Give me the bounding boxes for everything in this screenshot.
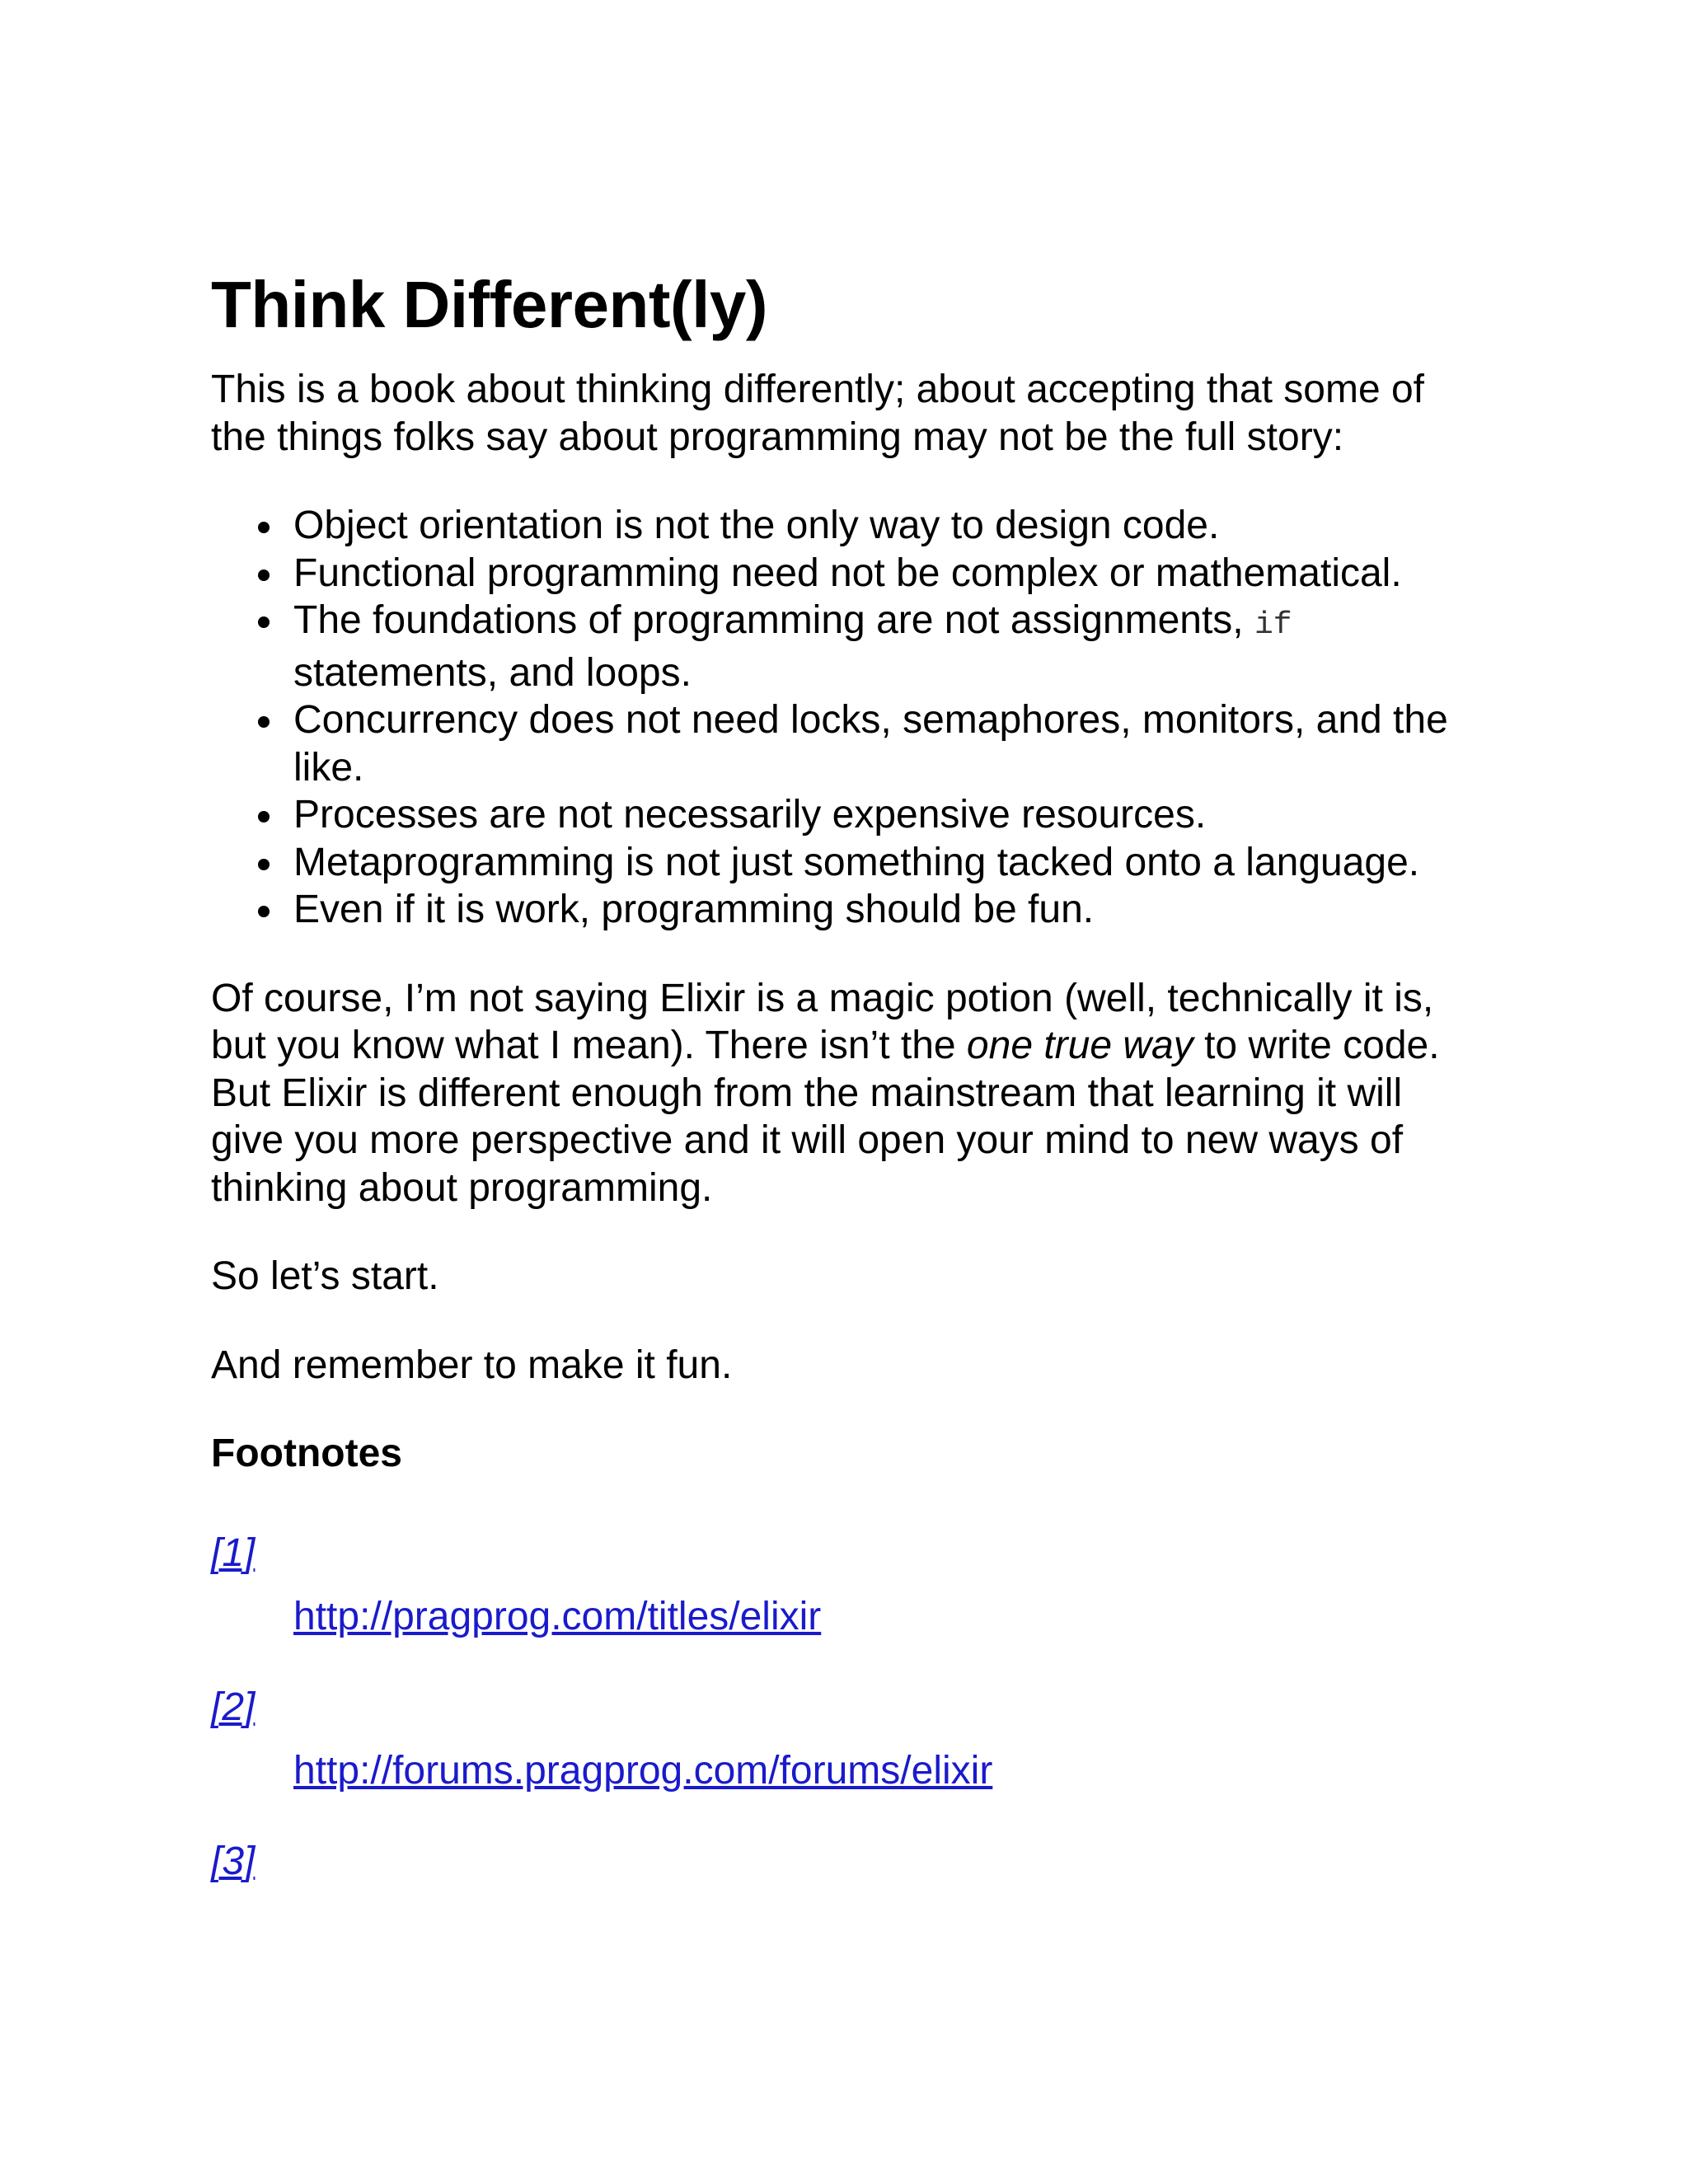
footnote-url-link[interactable]: http://pragprog.com/titles/elixir bbox=[293, 1595, 822, 1638]
start-paragraph: So let’s start. bbox=[211, 1254, 439, 1298]
list-item bbox=[211, 791, 1480, 839]
list-item-text: Concurrency does not need locks, semaphores, monitors, and the like. bbox=[293, 698, 1448, 790]
bullet-list bbox=[211, 502, 1480, 934]
footnotes-list bbox=[211, 1530, 1480, 1886]
list-item bbox=[211, 839, 1480, 887]
fun-paragraph: And remember to make it fun. bbox=[211, 1343, 733, 1387]
list-item-text: Processes are not necessarily expensive resources. bbox=[293, 793, 1207, 837]
course-paragraph bbox=[211, 975, 1480, 1212]
list-item-text-after-code: statements, and loops. bbox=[293, 650, 692, 695]
list-item bbox=[211, 502, 1480, 550]
footnote-item bbox=[211, 1530, 1480, 1641]
footnote-url-link[interactable]: http://forums.pragprog.com/forums/elixir bbox=[293, 1749, 993, 1793]
bullet-icon bbox=[258, 716, 270, 728]
footnote-ref-link[interactable]: [3] bbox=[211, 1839, 256, 1883]
bullet-icon bbox=[258, 906, 270, 917]
bullet-icon bbox=[258, 811, 270, 823]
list-item bbox=[211, 696, 1480, 791]
bullet-icon bbox=[258, 522, 270, 533]
page-title: Think Different(ly) bbox=[211, 268, 767, 341]
footnote-item bbox=[211, 1838, 1480, 1886]
intro-paragraph: This is a book about thinking differently; about accepting that some of the things folks say about programming may not be the full story: bbox=[211, 368, 1425, 459]
emphasis-text: one true way bbox=[966, 1024, 1193, 1067]
footnote-item bbox=[211, 1684, 1480, 1795]
course-text-after: to write code. But Elixir is different enough from the mainstream that learning it will give you more perspective and it will open your mind to new ways of thinking about programming. bbox=[211, 1024, 1440, 1210]
document-page bbox=[211, 262, 1480, 1885]
footnote-ref-link[interactable]: [1] bbox=[211, 1530, 256, 1575]
list-item-text: Metaprogramming is not just something tacked onto a language. bbox=[293, 840, 1420, 884]
list-item-text: Object orientation is not the only way to design code. bbox=[293, 504, 1220, 547]
bullet-icon bbox=[258, 616, 270, 628]
list-item bbox=[211, 550, 1480, 598]
list-item bbox=[211, 597, 1480, 696]
footnote-ref-link[interactable]: [2] bbox=[211, 1685, 256, 1729]
inline-code: if bbox=[1254, 607, 1292, 643]
list-item bbox=[211, 886, 1480, 934]
footnotes-heading: Footnotes bbox=[211, 1432, 402, 1475]
bullet-icon bbox=[258, 859, 270, 870]
bullet-icon bbox=[258, 569, 270, 581]
course-text-before: Of course, I’m not saying Elixir is a magic potion (well, technically it is, but you know what I mean). There isn’t the bbox=[211, 976, 1434, 1067]
list-item-text-before-code: The foundations of programming are not assignments, bbox=[293, 598, 1254, 642]
list-item-text: Functional programming need not be complex or mathematical. bbox=[293, 551, 1402, 595]
list-item-text: Even if it is work, programming should be fun. bbox=[293, 888, 1095, 931]
